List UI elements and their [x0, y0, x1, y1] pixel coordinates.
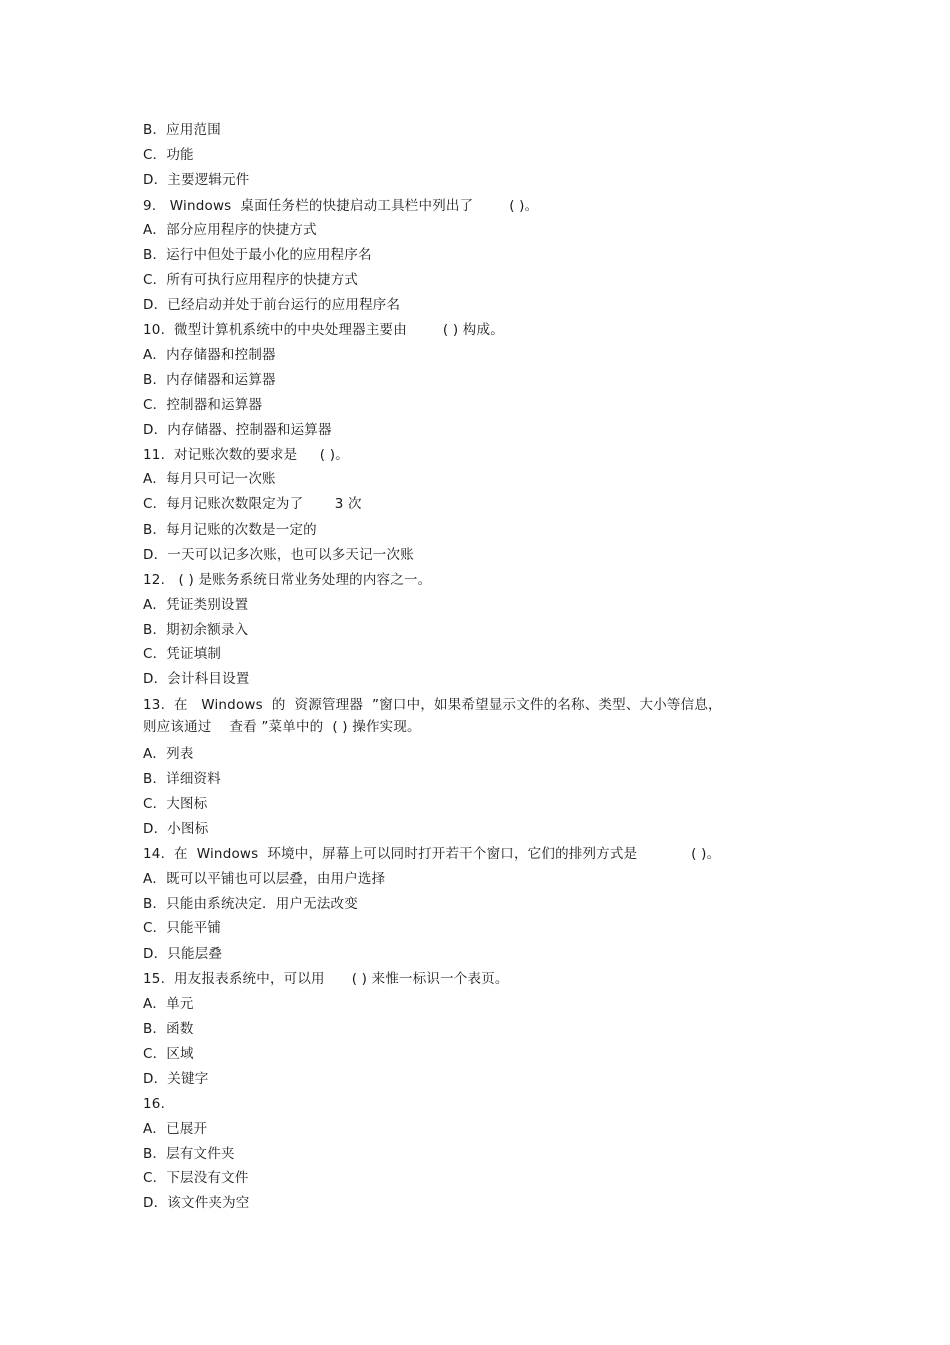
text-line: D．只能层叠 — [143, 946, 223, 962]
text-line: C．控制器和运算器 — [143, 397, 263, 413]
question-line: 16. — [143, 1096, 166, 1112]
text-line: D．该文件夹为空 — [143, 1195, 250, 1211]
text-line: A．单元 — [143, 996, 194, 1012]
text-line: B．每月记账的次数是一定的 — [143, 522, 317, 538]
text-line: B．应用范围 — [143, 122, 221, 138]
text-line: C．功能 — [143, 147, 194, 163]
text-line: A．凭证类别设置 — [143, 597, 249, 613]
text-line: B．期初余额录入 — [143, 622, 249, 638]
text-line: A．列表 — [143, 746, 194, 762]
question-line: 14. 在 Windows 环境中，屏幕上可以同时打开若干个窗口，它们的排列方式是 ( )。 — [143, 846, 721, 862]
text-line: B．只能由系统决定．用户无法改变 — [143, 896, 358, 912]
text-line: A．内存储器和控制器 — [143, 347, 276, 363]
question-line: 10. 微型计算机系统中的中央处理器主要由 ( ) 构成。 — [143, 322, 504, 338]
text-line: B．层有文件夹 — [143, 1146, 235, 1162]
text-line: C．下层没有文件 — [143, 1170, 249, 1186]
text-line: B．运行中但处于最小化的应用程序名 — [143, 247, 372, 263]
text-line: C．大图标 — [143, 796, 208, 812]
text-line: D．会计科目设置 — [143, 671, 250, 687]
question-line: 11. 对记账次数的要求是 ( )。 — [143, 447, 349, 463]
text-line: C．只能平铺 — [143, 920, 222, 936]
text-line: B．详细资料 — [143, 771, 221, 787]
text-line: D．主要逻辑元件 — [143, 172, 250, 188]
text-line: A．既可以平铺也可以层叠，由用户选择 — [143, 871, 386, 887]
question-line-continued: 则应该通过 查看 ”菜单中的 ( ) 操作实现。 — [143, 719, 421, 735]
text-line: B．内存储器和运算器 — [143, 372, 276, 388]
text-line: C．所有可执行应用程序的快捷方式 — [143, 272, 359, 288]
question-line: 9. Windows 桌面任务栏的快捷启动工具栏中列出了 ( )。 — [143, 198, 539, 214]
text-line: A．每月只可记一次账 — [143, 471, 276, 487]
text-line: C．凭证填制 — [143, 646, 222, 662]
text-line: D．内存储器、控制器和运算器 — [143, 422, 332, 438]
text-line: B．函数 — [143, 1021, 194, 1037]
text-line: D．关键字 — [143, 1071, 209, 1087]
text-line: D．小图标 — [143, 821, 209, 837]
question-line: 13. 在 Windows 的 资源管理器 ”窗口中，如果希望显示文件的名称、类型、大小等信息， — [143, 697, 722, 713]
question-line: 15. 用友报表系统中，可以用 ( ) 来惟一标识一个表页。 — [143, 971, 509, 987]
text-line: D．一天可以记多次账，也可以多天记一次账 — [143, 547, 414, 563]
text-line: D．已经启动并处于前台运行的应用程序名 — [143, 297, 401, 313]
text-line: C．区域 — [143, 1046, 194, 1062]
question-line: 12. ( ) 是账务系统日常业务处理的内容之一。 — [143, 572, 432, 588]
text-line: A．已展开 — [143, 1121, 208, 1137]
text-line: A．部分应用程序的快捷方式 — [143, 222, 317, 238]
text-line: C．每月记账次数限定为了 3 次 — [143, 496, 362, 512]
